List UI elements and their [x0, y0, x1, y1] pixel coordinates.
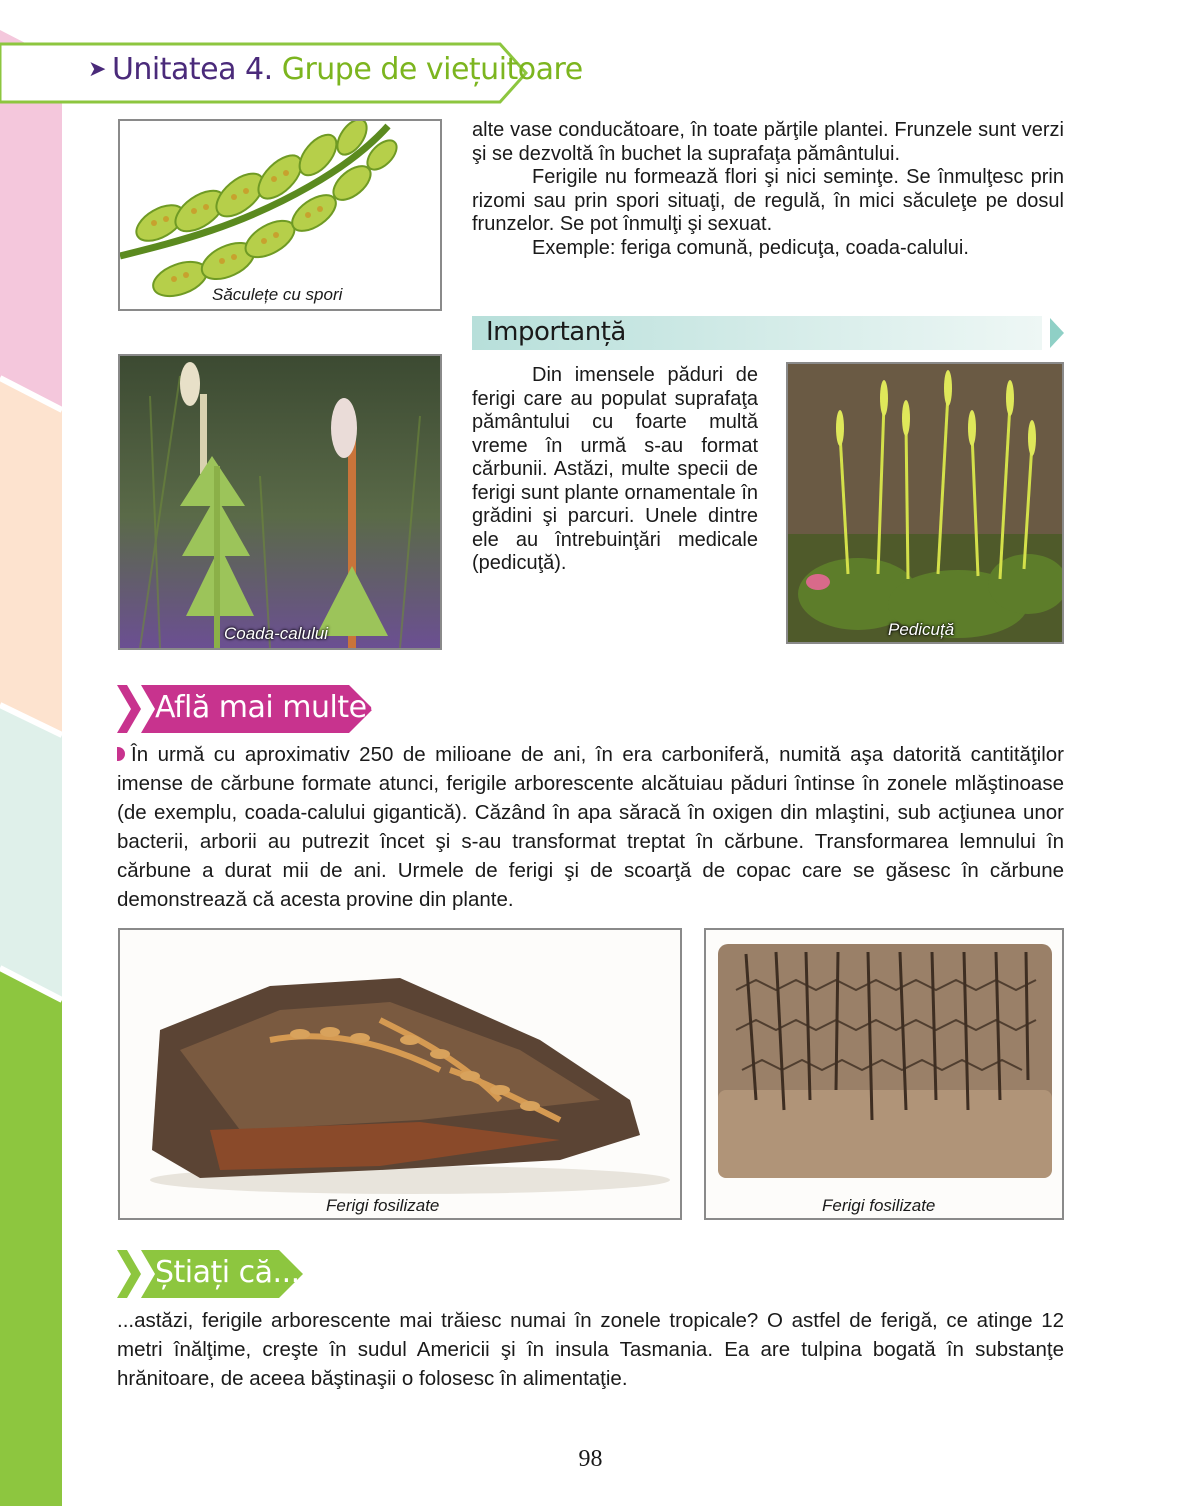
unit-label: Unitatea 4.	[111, 52, 273, 87]
caption-fossil-left: Ferigi fosilizate	[326, 1196, 440, 1215]
figure-fossil-right	[704, 928, 1064, 1220]
intro-paragraph-1: alte vase conducătoare, în toate părţile plantei. Frunzele sunt verzi şi se dezvoltă în buchet la suprafaţa pământului.	[472, 119, 1064, 165]
intro-text	[472, 119, 1064, 260]
learn-more-text	[117, 740, 1064, 914]
figure-clubmoss	[786, 362, 1064, 644]
clubmoss-photo	[788, 364, 1062, 642]
did-you-know-banner	[117, 1250, 303, 1298]
did-you-know-title: Știați că...	[155, 1255, 300, 1290]
learn-more-title: Află mai multe!	[155, 690, 379, 725]
fossil-rock-photo	[120, 930, 680, 1218]
header-arrow-icon: ➤	[88, 57, 106, 82]
caption-clubmoss: Pedicuță	[888, 620, 955, 639]
caption-spore-sacs: Săculețe cu spori	[212, 285, 343, 304]
horsetail-photo	[120, 356, 440, 648]
unit-header	[0, 42, 583, 104]
caption-fossil-right: Ferigi fosilizate	[822, 1196, 936, 1215]
page-number: 98	[578, 1446, 603, 1472]
importance-title: Importanță	[486, 317, 626, 347]
topic-label: Grupe de viețuitoare	[281, 52, 583, 87]
fern-frond-illustration	[120, 121, 440, 309]
figure-fossil-left	[118, 928, 682, 1220]
figure-spore-sacs	[118, 119, 442, 311]
importance-paragraph: Din imensele păduri de ferigi care au populat suprafaţa pământului cu foarte multă vreme în urmă s-au format cărbunii. Astăzi, multe specii de ferigi sunt plante ornamentale în grădini şi parcuri. Unele dintre ele au întrebuinţări medicale (pedicuţă).	[472, 364, 758, 574]
caption-horsetail: Coada-calului	[224, 624, 328, 643]
intro-paragraph-3: Exemple: feriga comună, pedicuţa, coada-calului.	[532, 236, 969, 259]
did-you-know-paragraph: ...astăzi, ferigile arborescente mai trăiesc numai în zonele tropicale? O astfel de ferigă, ce atinge 12 metri înălţime, creşte în sudul Americii şi în insula Tasmania. Ea are tulpina bogată în substanţe hrănitoare, de aceea băştinaşii o folosesc în alimentaţie.	[117, 1309, 1064, 1390]
importance-text	[472, 364, 758, 576]
figure-horsetail	[118, 354, 442, 650]
bullet-icon	[117, 747, 125, 761]
intro-paragraph-2: Ferigile nu formează flori şi nici seminţe. Se înmulţesc prin rizomi sau prin spori situaţi, de regulă, în mici săculeţe pe dosul frunzelor. Se pot înmulţi şi sexuat.	[472, 166, 1064, 235]
learn-more-paragraph: În urmă cu aproximativ 250 de milioane de ani, în era carboniferă, numită aşa datorită cantităţilor imense de cărbune formate atunci, ferigile arborescente alcătuiau păduri întinse în zonele mlăştinoase (de exemplu, coada-calului gigantică). Căzând în apa săracă în oxigen din mlaştini, sub acţiunea unor bacterii, arborii au putrezit încet şi s-au transformat treptat în cărbune. Transformarea lemnului în cărbune a durat mii de ani. Urmele de ferigi şi de scoarţă de copac care se găsesc în cărbune demonstrează că acesta provine din plante.	[117, 743, 1064, 911]
fossil-slab-photo	[706, 930, 1062, 1218]
learn-more-banner	[117, 685, 379, 733]
did-you-know-text	[117, 1306, 1064, 1393]
side-decoration	[0, 0, 62, 1506]
importance-banner	[472, 314, 1064, 352]
